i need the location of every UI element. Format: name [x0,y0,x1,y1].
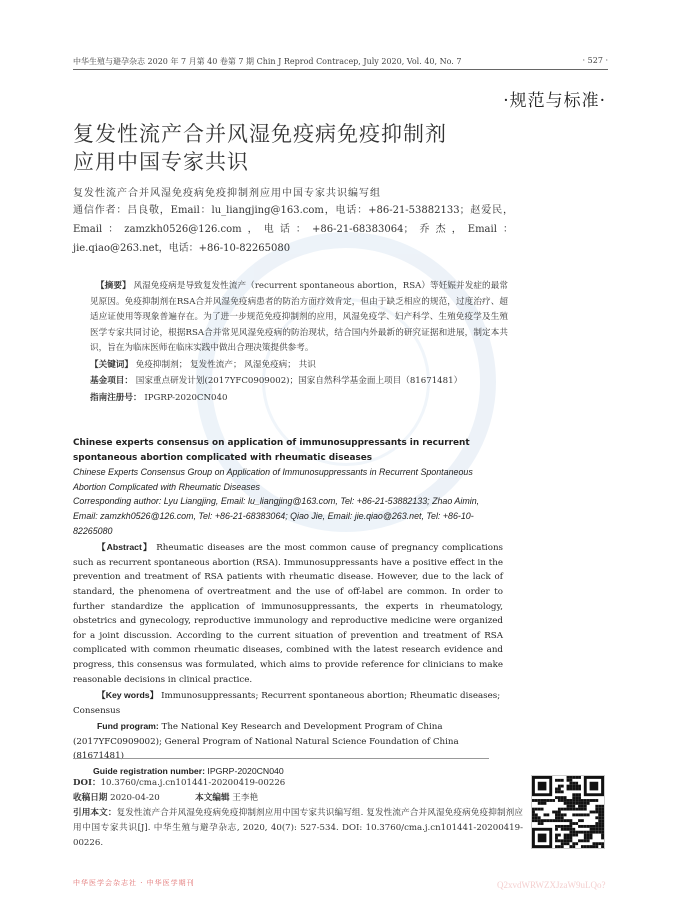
chinese-fund-label: 基金项目： [90,376,133,386]
chinese-keywords-text: 免疫抑制剂； 复发性流产； 风湿免疫病； 共识 [135,359,316,370]
qr-code-icon [532,776,604,848]
footer-code: Q2xvdWRWZXJzaW9uLQo? [497,880,606,890]
english-abstract-text: Rheumatic diseases are the most common cause of pregnancy complications such as recurrent spontaneous abortion (RSA). Immunosuppressants have a positive effect in the prevention and treatment of RSA patients with rheumatic disease. However, due to the lack of standard, the phenomena of overtreatment and the use of off-label are common. In order to further standardize the application of immunosuppressants, the experts in rheumatology, obstetrics and gynecology, reproductive immunology and reproductive medicine were organized for a joint discussion. According to the current situation of prevention and treatment of RSA complicated with common rheumatic diseases, combined with the latest research evidence and progress, this consensus was formulated, which aims to provide reference for clinicians to make reasonable decisions in clinical practice. [73,543,503,685]
english-keywords-label: 【Key words】 [97,690,159,701]
chinese-author-group: 复发性流产合并风湿免疫病免疫抑制剂应用中国专家共识编写组 [73,188,381,199]
chinese-guide [90,391,508,407]
chinese-title-line-2: 应用中国专家共识 [73,150,249,174]
english-group: Chinese Experts Consensus Group on Application of Immunosuppressants in Recurrent Spontaneous Abortion Complicated with Rheumatic Diseases [73,467,473,492]
english-guide-label: Guide registration number: [93,766,205,777]
editor-name: 王李艳 [232,793,259,803]
chinese-keywords-label: 【关键词】 [90,359,133,370]
chinese-fund [90,374,508,390]
article-meta [73,776,523,851]
header-rule [73,69,608,70]
citation [73,806,523,851]
english-abstract-label: 【Abstract】 [97,542,153,553]
chinese-correspondence: 通信作者：吕良敬，Email：lu_liangjing@163.com，电话：+86-21-53882133；赵爱民，Email：zamzkh0526@126.com，电话：+86-21-68383064；乔杰，Email：jie.qiao@263.net，电话：+86-10-82265080 [73,205,513,254]
publisher-logo: 中华医学会杂志社 · 中华医学期刊 [73,879,195,887]
english-fund-label: Fund program: [97,721,159,732]
chinese-guide-text: IPGRP-2020CN040 [144,392,228,403]
english-block [73,436,503,779]
chinese-abstract [90,279,508,357]
section-divider [73,758,489,759]
chinese-abstract-text: 风湿免疫病是导致复发性流产（recurrent spontaneous abortion，RSA）等妊娠并发症的最常见原因。免疫抑制剂在RSA合并风湿免疫病患者的防治方面疗效肯定，但由于缺乏相应的规范，过度治疗、超适应证使用等现象普遍存在。为了进一步规范免疫抑制剂的应用，风湿免疫学、妇产科学、生殖免疫学及生殖医学专家共同讨论，根据RSA合并常见风湿免疫病的防治现状，结合国内外最新的研究证据和进展，制定本共识，旨在为临床医师在临床实践中做出合理决策提供参考。 [90,281,508,353]
citation-label: 引用本文： [73,808,117,818]
english-title: Chinese experts consensus on application of immunosuppressants in recurrent spontaneous abortion complicated with rheumatic diseases [73,438,470,463]
journal-line: 中华生殖与避孕杂志 2020 年 7 月第 40 卷第 7 期 Chin J Reprod Contracep, July 2020, Vol. 40, No. 7 [73,57,462,66]
chinese-guide-label: 指南注册号： [90,392,142,403]
chinese-title-line-1: 复发性流产合并风湿免疫病免疫抑制剂 [73,122,447,146]
chinese-keywords [90,358,508,374]
english-guide-text: IPGRP-2020CN040 [207,766,284,777]
english-keywords [73,688,503,718]
chinese-abstract-label: 【摘要】 [96,281,131,291]
english-fund-text: The National Key Research and Development Program of China (2017YFC0909002); General Program of National Natural Science Foundation of China (81671481) [73,722,459,762]
english-abstract [73,540,503,687]
chinese-abstract-block [90,279,508,406]
received-label: 收稿日期 [73,793,108,803]
chinese-title [73,120,543,176]
english-keywords-text: Immunosuppressants; Recurrent spontaneous abortion; Rheumatic diseases; Consensus [73,691,501,716]
doi-row [73,776,523,791]
running-header [73,56,608,67]
received-date: 2020-04-20 [110,793,160,803]
doi-link[interactable]: 10.3760/cma.j.cn101441-20200419-00226 [100,778,286,788]
page-number: · 527 · [582,56,608,65]
editor-label: 本文编辑 [195,793,230,803]
qr-code[interactable] [531,775,605,849]
section-label: ·规范与标准· [503,91,606,111]
chinese-fund-text: 国家重点研发计划(2017YFC0909002)；国家自然科学基金面上项目（81671481） [135,376,463,386]
citation-text: 复发性流产合并风湿免疫病免疫抑制剂应用中国专家共识编写组. 复发性流产合并风湿免疫病免疫抑制剂应用中国专家共识[J]. 中华生殖与避孕杂志, 2020, 40(7): 527-534. DOI: 10.3760/cma.j.cn101441-20200419-00226. [73,808,523,848]
english-correspondence: Corresponding author: Lyu Liangjing, Email: lu_liangjing@163.com, Tel: +86-21-53882133; Zhao Aimin, Email: zamzkh0526@126.com, Tel: +86-21-68383064; Qiao Jie, Email: jie.qiao@263.net, Tel: +86-10-82265080 [73,496,480,536]
doi-label: DOI： [73,778,101,788]
received-editor-row [73,791,523,806]
